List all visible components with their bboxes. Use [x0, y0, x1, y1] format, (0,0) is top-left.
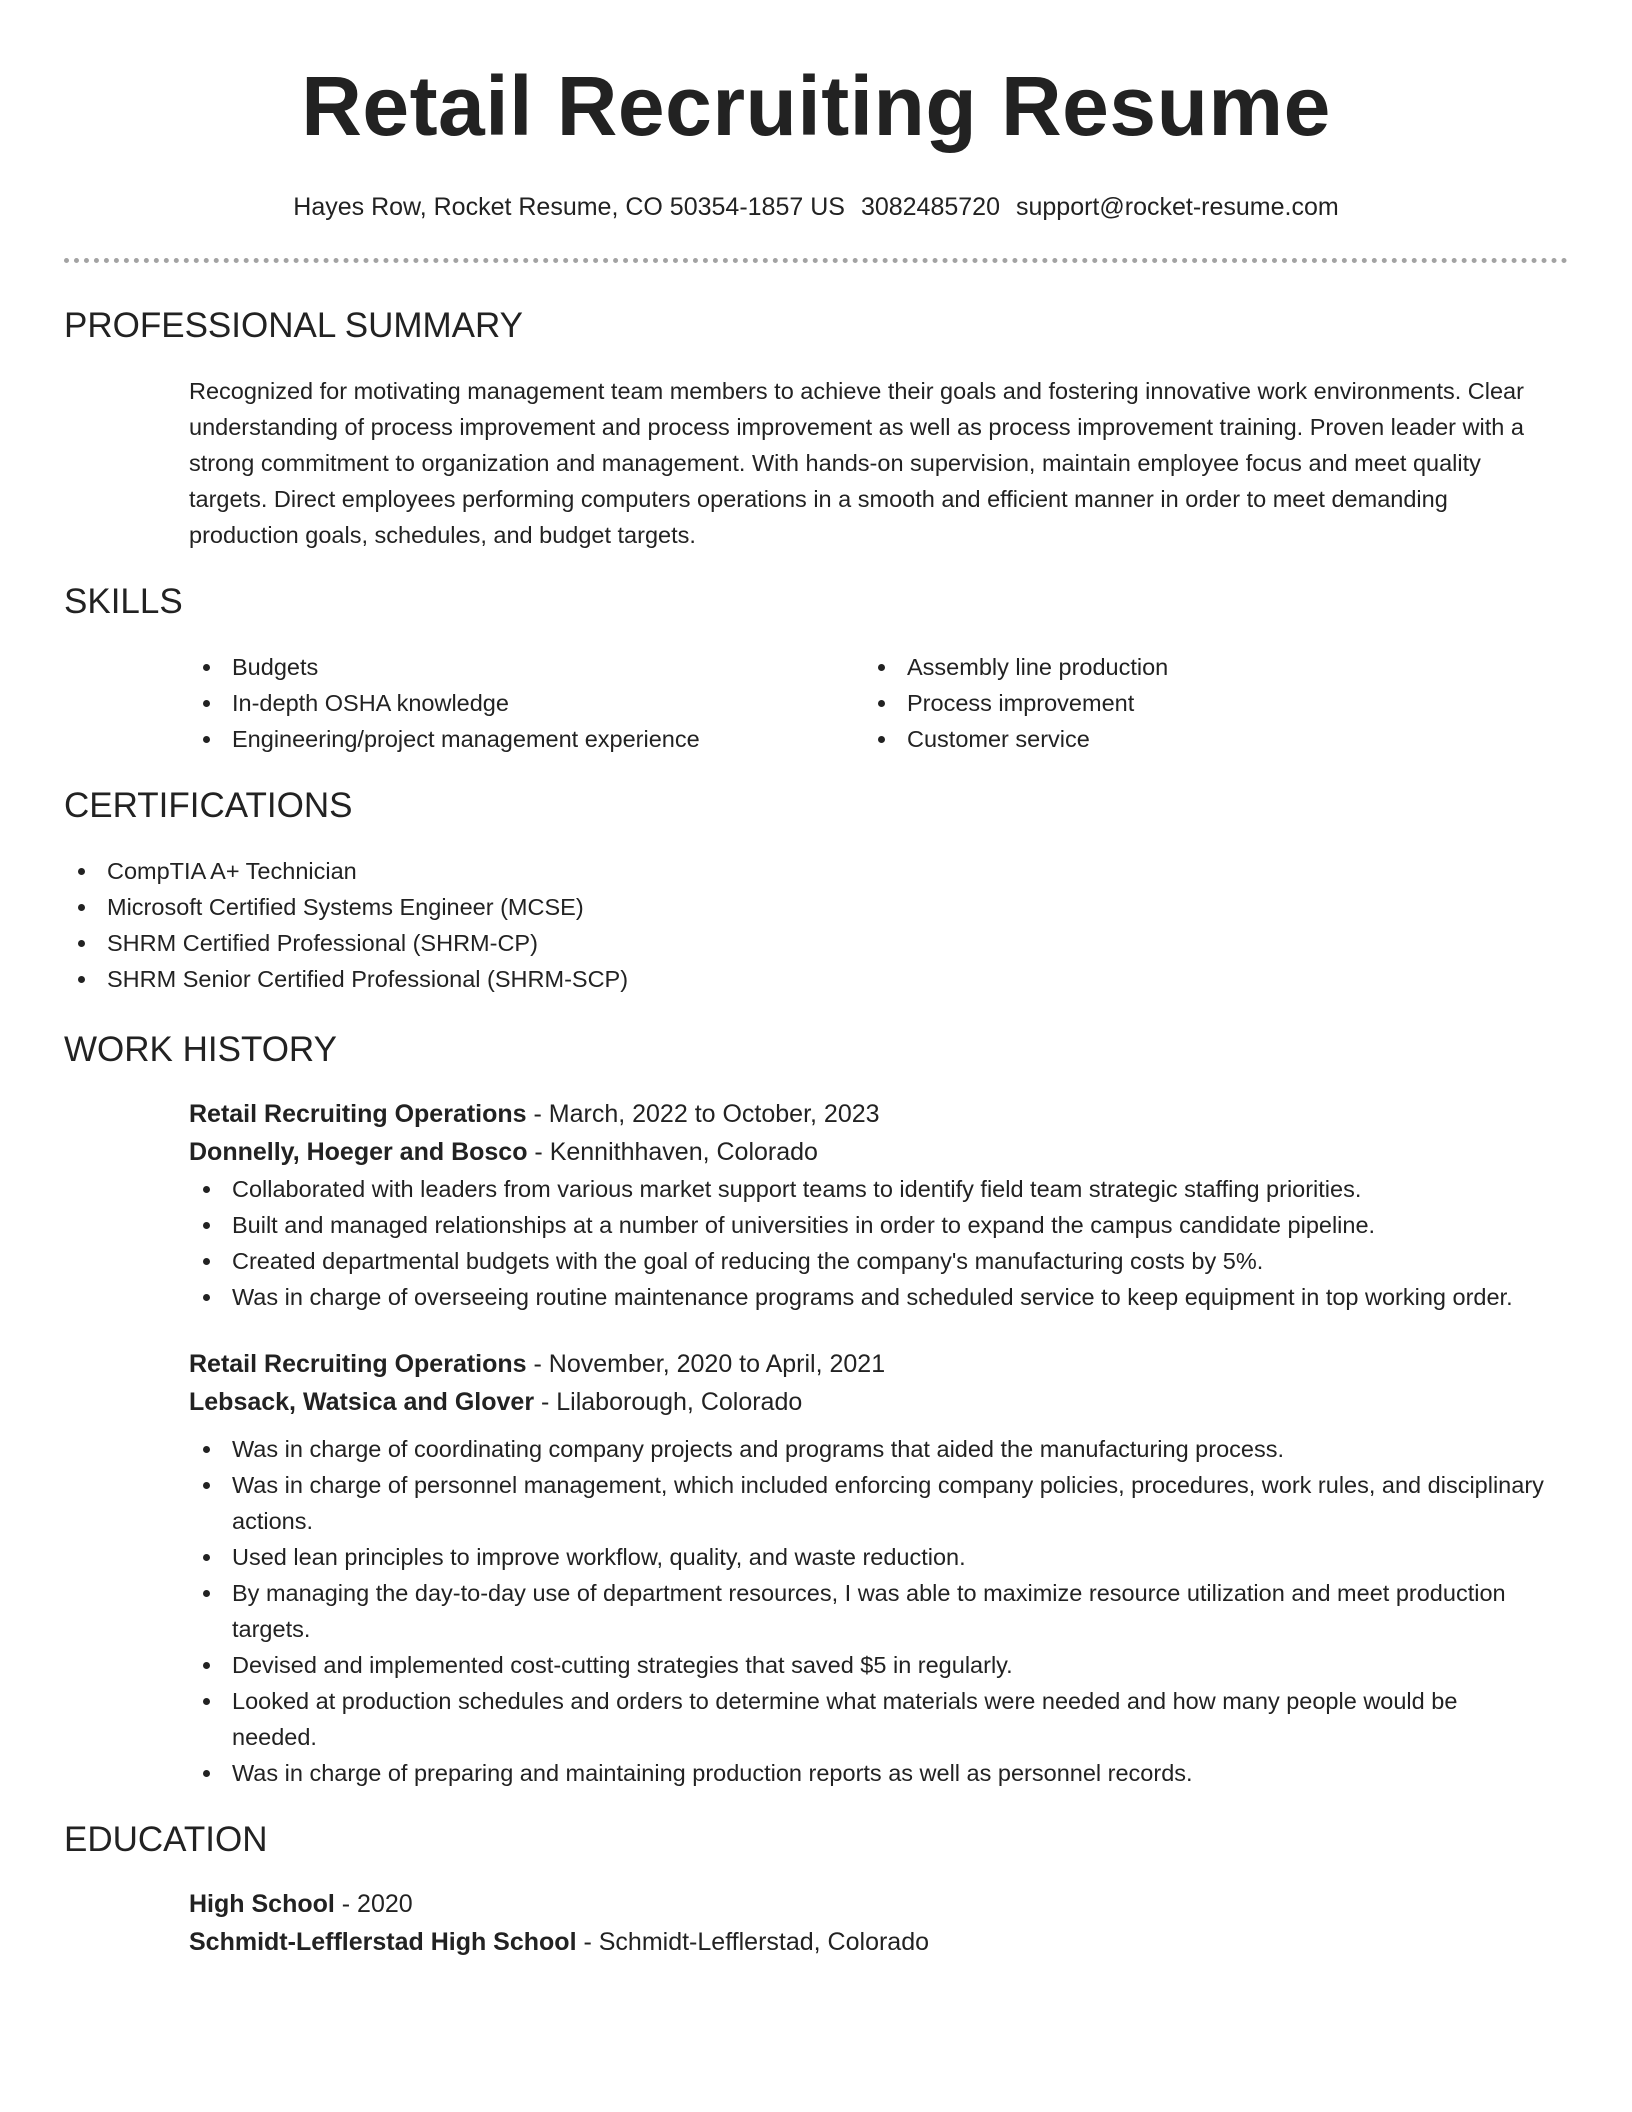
job-bullet: Was in charge of personnel management, which included enforcing company policies, procedures, work rules, and disciplinary actions.: [189, 1467, 1548, 1539]
job-title-line: [189, 1345, 1548, 1383]
job-entry: [189, 1345, 1548, 1791]
job-bullet: Was in charge of coordinating company projects and programs that aided the manufacturing process.: [189, 1431, 1548, 1467]
certification-item: CompTIA A+ Technician: [64, 853, 1568, 889]
contact-address: Hayes Row, Rocket Resume, CO 50354-1857 US: [293, 193, 845, 221]
job-company-line: [189, 1383, 1548, 1421]
job-bullet: Was in charge of overseeing routine maintenance programs and scheduled service to keep equipment in top working order.: [189, 1279, 1548, 1315]
skill-item: Process improvement: [864, 685, 1539, 721]
certifications-list: [64, 853, 1568, 997]
job-company-line: [189, 1133, 1548, 1171]
summary-heading: PROFESSIONAL SUMMARY: [64, 306, 523, 345]
skill-item: Assembly line production: [864, 649, 1539, 685]
job-bullet: Devised and implemented cost-cutting strategies that saved $5 in regularly.: [189, 1647, 1548, 1683]
work-history-section: [0, 1029, 1632, 1791]
job-bullet: Used lean principles to improve workflow, quality, and waste reduction.: [189, 1539, 1548, 1575]
skills-section: [0, 581, 1632, 757]
job-bullets: [189, 1171, 1548, 1315]
certification-item: Microsoft Certified Systems Engineer (MCSE): [64, 889, 1568, 925]
header-divider: [64, 258, 1568, 263]
education-location: - Schmidt-Lefflerstad, Colorado: [576, 1928, 930, 1956]
job-bullet: Built and managed relationships at a number of universities in order to expand the campus candidate pipeline.: [189, 1207, 1548, 1243]
education-heading: EDUCATION: [64, 1820, 268, 1859]
work-history-heading: WORK HISTORY: [64, 1030, 337, 1069]
skill-item: Budgets: [189, 649, 864, 685]
job-location: - Lilaborough, Colorado: [534, 1388, 803, 1416]
job-bullet: By managing the day-to-day use of department resources, I was able to maximize resource utilization and meet production targets.: [189, 1575, 1548, 1647]
contact-phone: 3082485720: [860, 193, 1000, 221]
skill-item: Customer service: [864, 721, 1539, 757]
job-bullet: Was in charge of preparing and maintaining production reports as well as personnel records.: [189, 1755, 1548, 1791]
job-bullet: Created departmental budgets with the goal of reducing the company's manufacturing costs by 5%.: [189, 1243, 1548, 1279]
summary-text: Recognized for motivating management team members to achieve their goals and fostering innovative work environments. Clear understanding of process improvement and process improvement as well as process improvement training. Proven leader with a strong commitment to organization and management. With hands-on supervision, maintain employee focus and meet quality targets. Direct employees performing computers operations in a smooth and efficient manner in order to meet demanding production goals, schedules, and budget targets.: [189, 378, 1524, 548]
job-bullet: Collaborated with leaders from various market support teams to identify field team strategic staffing priorities.: [189, 1171, 1548, 1207]
certifications-section: [0, 785, 1632, 997]
education-school-line: [189, 1923, 1548, 1961]
education-entry: [189, 1885, 1548, 1961]
job-company: Donnelly, Hoeger and Bosco: [189, 1138, 528, 1166]
resume-title: Retail Recruiting Resume: [301, 59, 1331, 153]
education-degree: High School: [189, 1890, 335, 1918]
education-school: Schmidt-Lefflerstad High School: [189, 1928, 577, 1956]
job-bullet: Looked at production schedules and orders to determine what materials were needed and how many people would be needed.: [189, 1683, 1548, 1755]
job-dates: - November, 2020 to April, 2021: [526, 1350, 886, 1378]
education-section: [0, 1819, 1632, 1961]
job-dates: - March, 2022 to October, 2023: [526, 1100, 880, 1128]
job-title-line: [189, 1095, 1548, 1133]
job-entry: [189, 1095, 1548, 1315]
skills-list-left: [189, 649, 864, 757]
contact-email: support@rocket-resume.com: [1015, 193, 1339, 221]
contact-line: [0, 192, 1632, 222]
education-degree-line: [189, 1885, 1548, 1923]
skill-item: Engineering/project management experience: [189, 721, 864, 757]
job-location: - Kennithhaven, Colorado: [527, 1138, 818, 1166]
job-company: Lebsack, Watsica and Glover: [189, 1388, 535, 1416]
job-role: Retail Recruiting Operations: [189, 1350, 527, 1378]
job-role: Retail Recruiting Operations: [189, 1100, 527, 1128]
education-year: - 2020: [334, 1890, 413, 1918]
skills-list-right: [864, 649, 1539, 757]
job-bullets: [189, 1431, 1548, 1791]
summary-section: [0, 305, 1632, 553]
skills-heading: SKILLS: [64, 582, 183, 621]
certification-item: SHRM Certified Professional (SHRM-CP): [64, 925, 1568, 961]
skills-grid: [189, 649, 1548, 757]
certification-item: SHRM Senior Certified Professional (SHRM-SCP): [64, 961, 1568, 997]
certifications-heading: CERTIFICATIONS: [64, 786, 353, 825]
resume-header: [0, 0, 1632, 222]
skill-item: In-depth OSHA knowledge: [189, 685, 864, 721]
